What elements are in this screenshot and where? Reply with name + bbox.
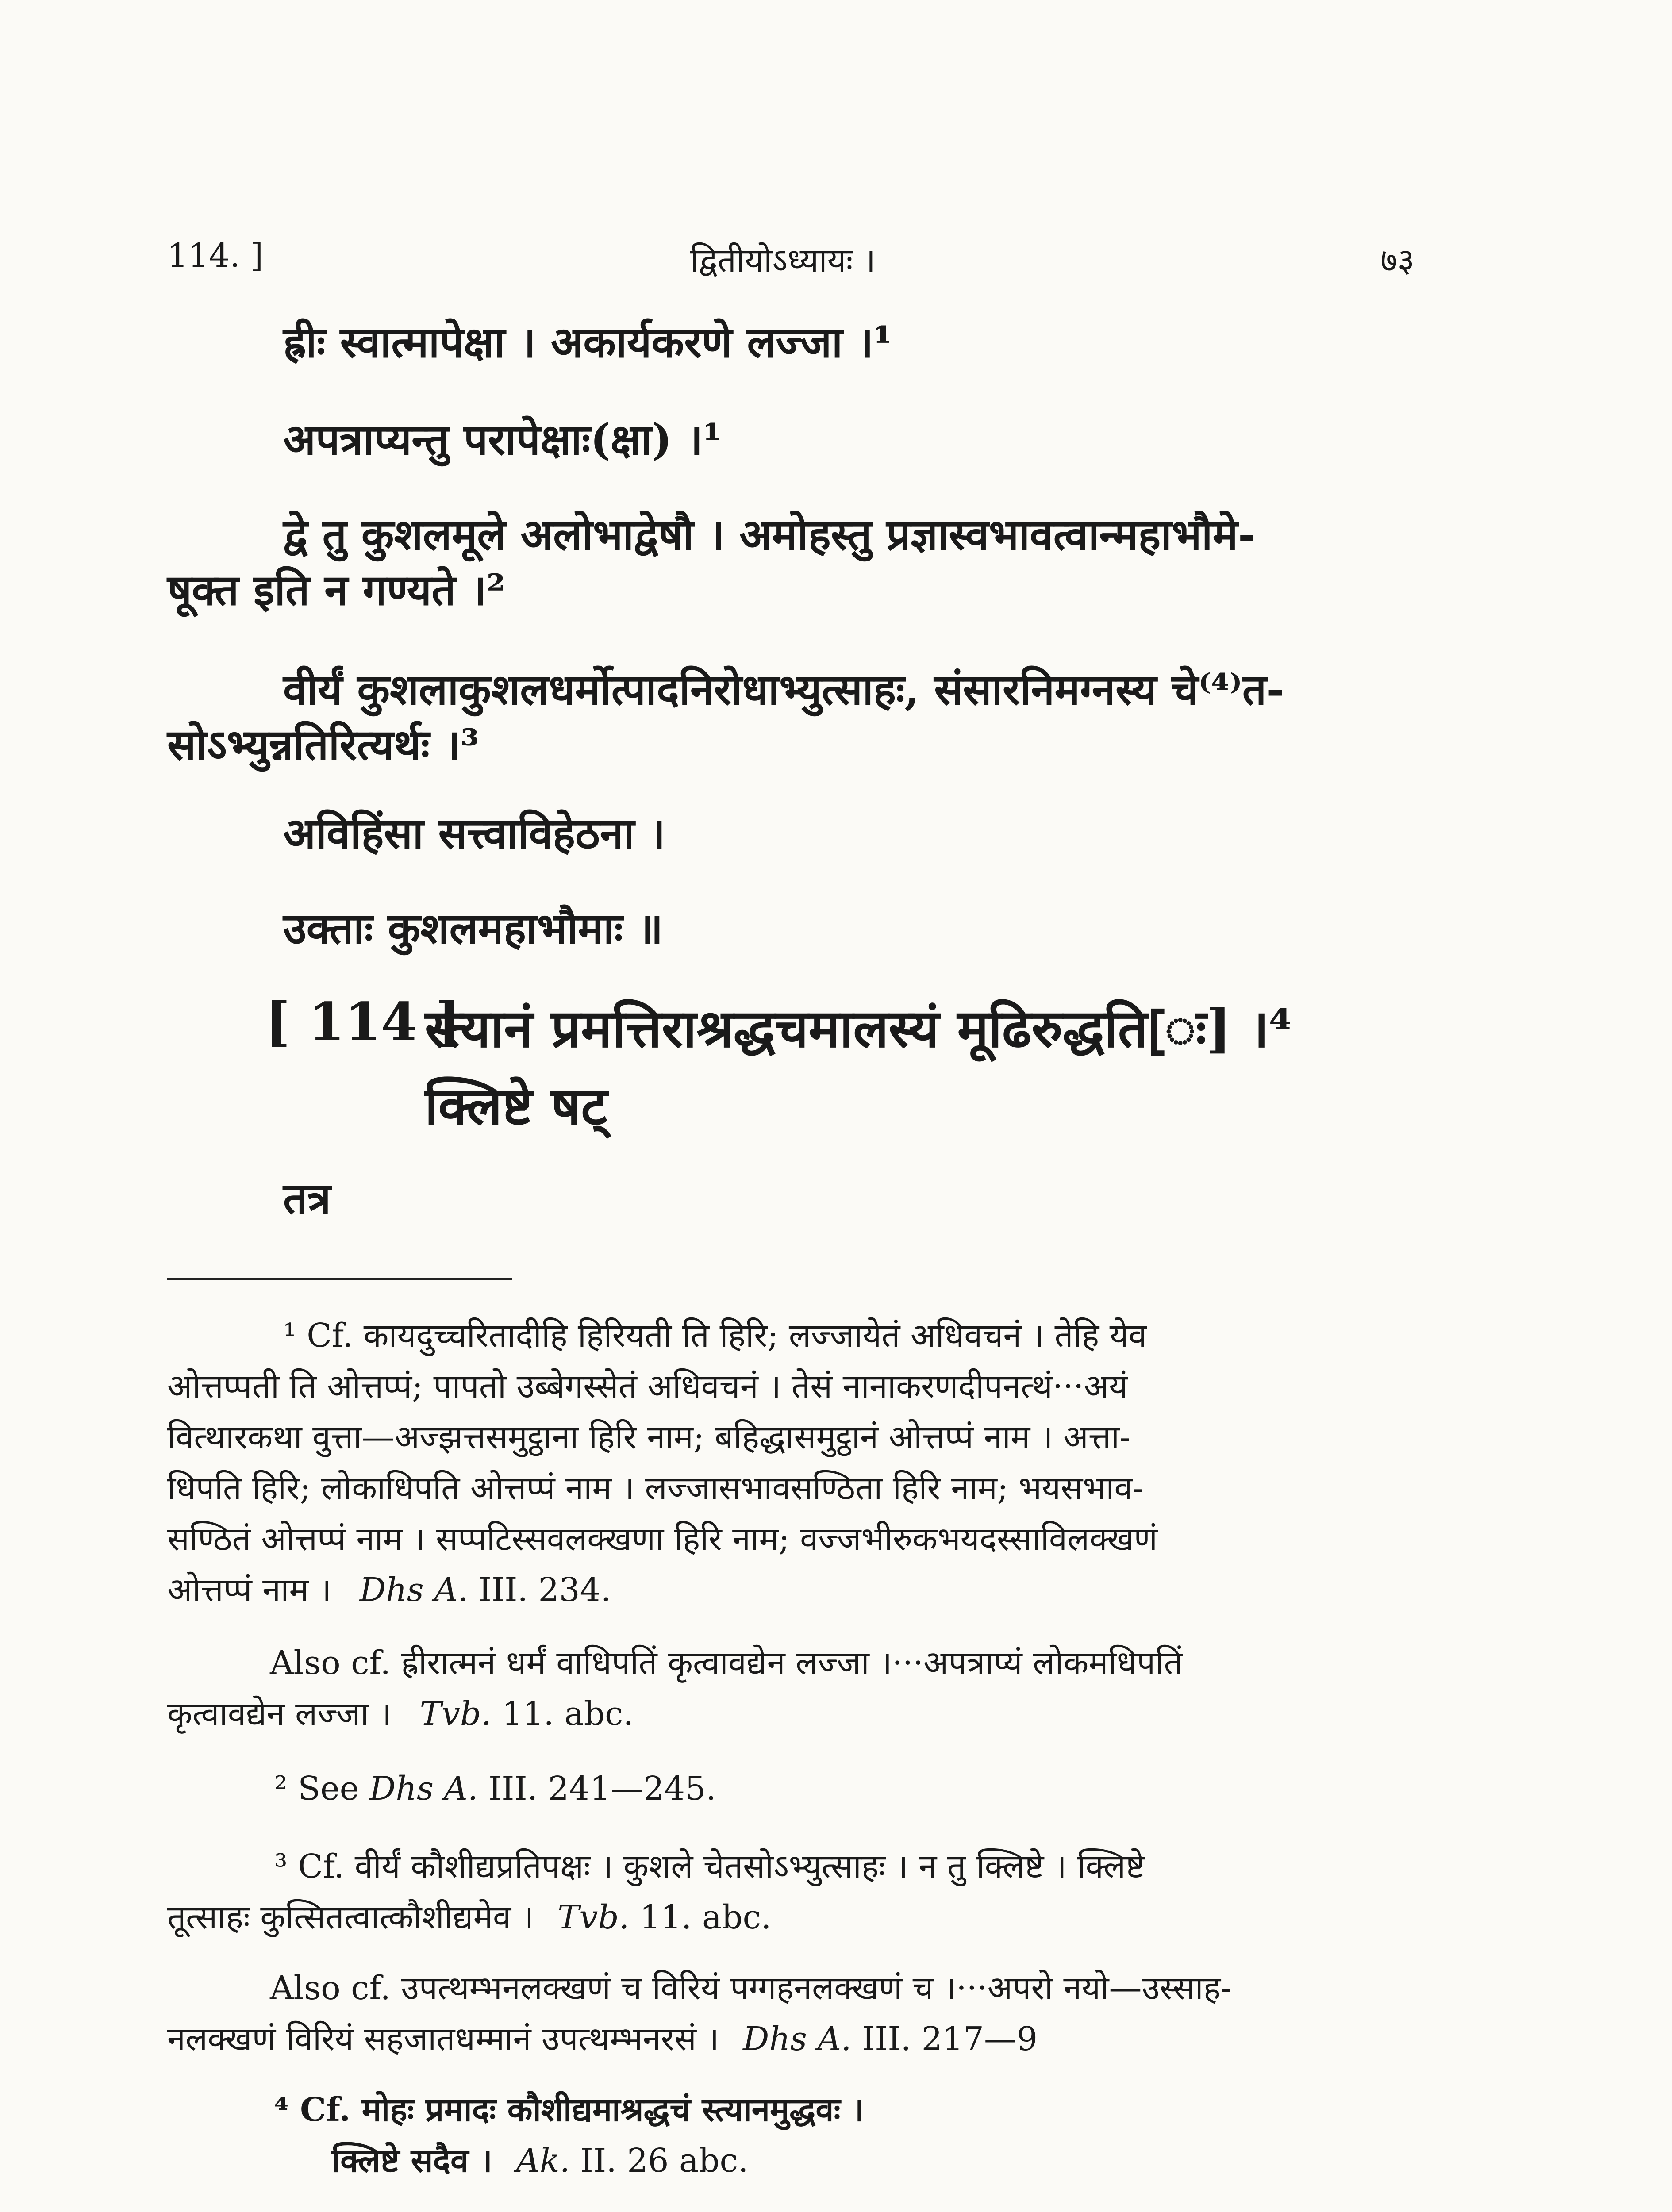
page-number: ७३ [1380, 242, 1414, 280]
citation-number: III. 241—245. [488, 1770, 716, 1808]
footnote-line: ³ Cf. वीर्यं कौशीद्यप्रतिपक्षः । कुशले चेतसोऽभ्युत्साहः । न तु क्लिष्टे । क्लिष्टे [274, 1847, 1145, 1886]
main-line: अपत्राप्यन्तु परापेक्षाः(क्षा) ।¹ [283, 415, 722, 465]
main-line: वीर्यं कुशलाकुशलधर्मोत्पादनिरोधाभ्युत्साहः, संसारनिमग्नस्य चे⁽⁴⁾त- [283, 664, 1284, 714]
footnote-line [167, 1566, 611, 1611]
main-line: अविहिंसा सत्त्वाविहेठना । [283, 808, 665, 858]
footnote-text: नलक्खणं विरियं सहजातधम्मानं उपत्थम्भनरसं । [167, 2020, 719, 2058]
citation-abbrev: Tvb. [419, 1695, 492, 1733]
verse-range-label: 114. ] [167, 237, 264, 275]
main-line: उक्ताः कुशलमहाभौमाः ॥ [283, 903, 663, 953]
footnote-text: ² See [274, 1770, 359, 1808]
footnote-line: सण्ठितं ओत्तप्पं नाम । सप्पटिस्सवलक्खणा हिरि नाम; वज्जभीरुकभयदस्साविलक्खणं [167, 1520, 1158, 1558]
footnote-divider [167, 1278, 512, 1280]
footnote-line [274, 1770, 716, 1808]
citation-number: II. 26 abc. [580, 2142, 749, 2180]
main-line: द्वे तु कुशलमूले अलोभाद्वेषौ । अमोहस्तु प्रज्ञास्वभावत्वान्महाभौमे- [283, 510, 1256, 560]
footnote-line: Also cf. उपत्थम्भनलक्खणं च विरियं पग्गहनलक्खणं च ।···अपरो नयो—उस्साह- [270, 1969, 1232, 2007]
chapter-title: द्वितीयोऽध्यायः । [690, 242, 876, 280]
footnote-text: ओत्तप्पं नाम । [167, 1571, 332, 1609]
footnote-line: धिपति हिरि; लोकाधिपति ओत्तप्पं नाम । लज्जासभावसण्ठिता हिरि नाम; भयसभाव- [167, 1469, 1144, 1507]
footnote-line [270, 2208, 703, 2212]
footnote-line: ¹ Cf. कायदुच्चरितादीहि हिरियती ति हिरि; लज्जायेतं अधिवचनं । तेहि येव [283, 1317, 1147, 1355]
footnote-line: ⁴ Cf. मोहः प्रमादः कौशीद्यमाश्रद्धचं स्त्यानमुद्धवः । [274, 2091, 865, 2129]
citation-number: 11. abc. [502, 1695, 634, 1733]
main-line: सोऽभ्युन्नतिरित्यर्थः ।³ [167, 720, 479, 770]
verse-number: [ 114 ] [265, 991, 461, 1052]
footnote-text: क्लिष्टे सदैव । [332, 2142, 492, 2180]
verse-line: स्त्यानं प्रमत्तिराश्रद्धचमालस्यं मूढिरुद्धति[ः] ।⁴ [425, 998, 1292, 1059]
main-line: ह्रीः स्वात्मापेक्षा । अकार्यकरणे लज्जा ।¹ [283, 317, 892, 367]
citation-abbrev: Dhs A. [359, 1571, 469, 1609]
footnote-line [167, 1690, 634, 1735]
tatra-word: तत्र [283, 1173, 331, 1223]
main-line: षूक्त इति न गण्यते ।² [167, 565, 505, 615]
footnote-line [167, 2015, 1038, 2060]
footnote-line: ओत्तप्पती ति ओत्तप्पं; पापतो उब्बेगस्सेतं अधिवचनं । तेसं नानाकरणदीपनत्थं···अयं [167, 1367, 1128, 1406]
footnote-line [167, 1893, 771, 1938]
citation-abbrev: Ak. [516, 2142, 570, 2180]
citation-abbrev: Dhs A. [369, 1770, 478, 1808]
footnote-text: कृत्वावद्येन लज्जा । [167, 1695, 392, 1733]
footnote-line [332, 2137, 748, 2181]
footnote-line: वित्थारकथा वुत्ता—अज्झत्तसमुट्ठाना हिरि नाम; बहिद्धासमुट्ठानं ओत्तप्पं नाम । अत्ता- [167, 1418, 1131, 1456]
verse-line: क्लिष्टे षट् [425, 1075, 607, 1137]
citation-number: III. 234. [478, 1571, 611, 1609]
citation-number: III. 217—9 [861, 2020, 1038, 2058]
citation-number: 11. abc. [639, 1898, 772, 1936]
citation-abbrev: Dhs A. [742, 2020, 852, 2058]
footnote-line: Also cf. ह्रीरात्मनं धर्मं वाधिपतिं कृत्वावद्येन लज्जा ।···अपत्राप्यं लोकमधिपतिं [270, 1644, 1183, 1682]
citation-abbrev: Tvb. [557, 1898, 630, 1936]
footnote-text: तूत्साहः कुत्सितत्वात्कौशीद्यमेव । [167, 1898, 534, 1936]
